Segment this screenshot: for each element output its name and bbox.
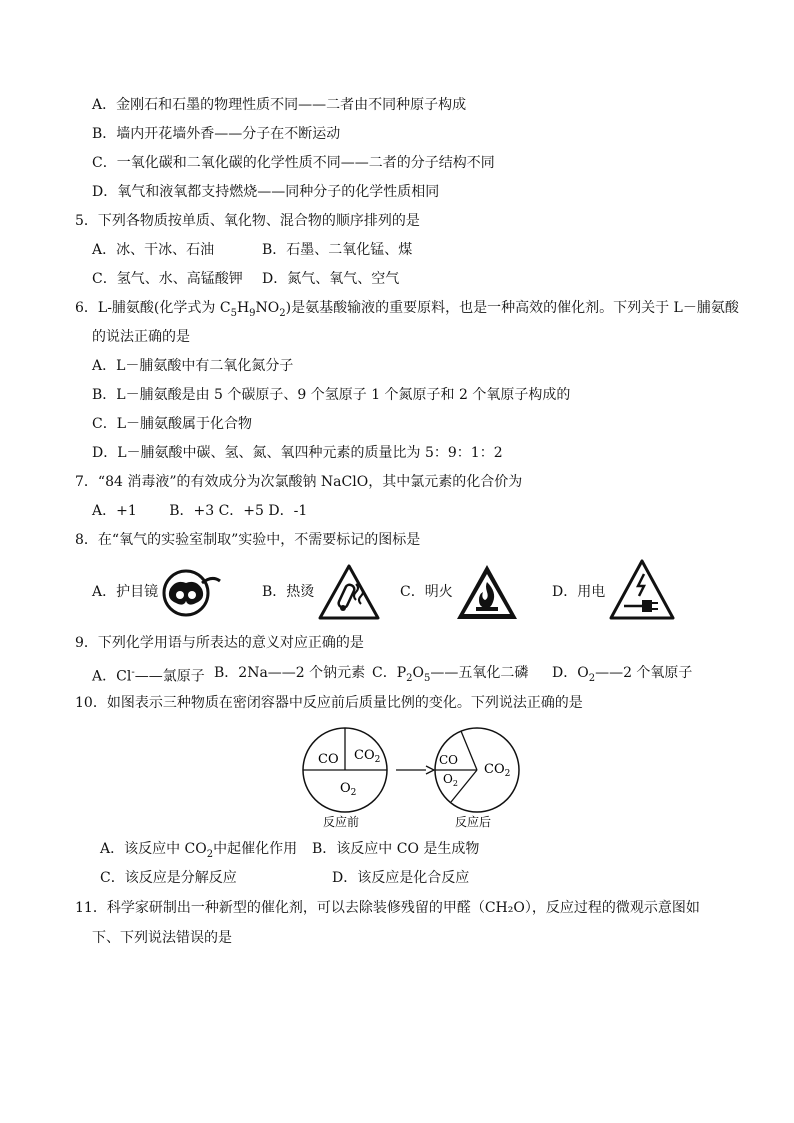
q10-option-b: B．该反应中 CO 是生成物 bbox=[312, 841, 480, 857]
q4-option-a: A．金刚石和石墨的物理性质不同——二者由不同种原子构成 bbox=[92, 97, 467, 113]
q9-option-d: D．$O_2——2$ 个氧原子 bbox=[552, 665, 693, 684]
q8-option-c-label: C．明火 bbox=[400, 584, 453, 600]
q8-stem: 8．在“氧气的实验室制取”实验中，不需要标记的图标是 bbox=[75, 532, 421, 548]
q9-option-b: B．2Na——2 个钠元素 bbox=[214, 665, 366, 681]
open-flame-icon bbox=[454, 562, 520, 622]
q4-option-b: B．墙内开花墙外香——分子在不断运动 bbox=[92, 126, 341, 142]
q11-stem-line2: 下、下列说法错误的是 bbox=[92, 930, 232, 946]
q10-option-d: D．该反应是化合反应 bbox=[332, 870, 470, 886]
before-caption: 反应前 bbox=[323, 815, 360, 829]
reaction-pie-diagram bbox=[298, 722, 528, 834]
after-o2-label: $O_2$ bbox=[443, 772, 458, 788]
q6-stem-line1: 6．L-脯氨酸(化学式为 $C_5H_9NO_2$)是氨基酸输液的重要原料，也是一种高效的催化剂。下列关于 L－脯氨酸 bbox=[75, 300, 739, 319]
before-co-label: CO bbox=[318, 752, 339, 767]
before-o2-label: $O_2$ bbox=[340, 781, 357, 798]
q9-option-c: C．$P_2O_5——$五氧化二磷 bbox=[372, 665, 529, 684]
q8-option-a-label: A．护目镜 bbox=[92, 584, 159, 600]
q9-stem: 9．下列化学用语与所表达的意义对应正确的是 bbox=[75, 635, 364, 651]
q8-option-b-label: B．热烫 bbox=[262, 584, 315, 600]
q7-stem: 7．“84 消毒液”的有效成分为次氯酸钠 NaClO，其中氯元素的化合价为 bbox=[75, 474, 523, 490]
q4-option-d: D．氧气和液氧都支持燃烧——同种分子的化学性质相同 bbox=[92, 184, 440, 200]
q10-option-a: A．该反应中 $CO_2$中起催化作用 bbox=[100, 841, 298, 860]
q6-option-a: A．L－脯氨酸中有二氧化氮分子 bbox=[92, 358, 294, 374]
q9-option-a: A．Cl-——氯原子 bbox=[92, 667, 205, 685]
q11-stem-line1: 11．科学家研制出一种新型的催化剂，可以去除装修残留的甲醛（CH₂O），反应过程的微观示意图如 bbox=[75, 900, 700, 916]
q4-option-c: C．一氧化碳和二氧化碳的化学性质不同——二者的分子结构不同 bbox=[92, 155, 495, 171]
q5-option-d: D．氮气、氧气、空气 bbox=[262, 271, 400, 287]
q6-option-c: C．L－脯氨酸属于化合物 bbox=[92, 416, 253, 432]
after-co2-label: $CO_2$ bbox=[484, 762, 511, 779]
q8-option-d-label: D．用电 bbox=[552, 584, 606, 600]
after-caption: 反应后 bbox=[455, 815, 492, 829]
goggles-icon bbox=[160, 565, 224, 621]
q5-option-b: B．石墨、二氧化锰、煤 bbox=[262, 242, 413, 258]
q7-options: A．+1 B．+3 C．+5 D．-1 bbox=[92, 503, 308, 519]
q10-stem: 10．如图表示三种物质在密闭容器中反应前后质量比例的变化。下列说法正确的是 bbox=[75, 695, 583, 711]
q6-option-d: D．L－脯氨酸中碳、氢、氮、氧四种元素的质量比为 5：9：1：2 bbox=[92, 445, 503, 461]
q5-option-a: A．冰、干冰、石油 bbox=[92, 242, 215, 258]
q10-option-c: C．该反应是分解反应 bbox=[100, 870, 237, 886]
q6-stem-line2: 的说法正确的是 bbox=[92, 329, 190, 345]
hot-surface-icon bbox=[316, 562, 382, 622]
q6-option-b: B．L－脯氨酸是由 5 个碳原子、9 个氢原子 1 个氮原子和 2 个氧原子构成的 bbox=[92, 387, 571, 403]
q5-stem: 5．下列各物质按单质、氧化物、混合物的顺序排列的是 bbox=[75, 213, 420, 229]
electricity-icon bbox=[608, 558, 676, 622]
q5-option-c: C．氢气、水、高锰酸钾 bbox=[92, 271, 243, 287]
after-co-label: CO bbox=[439, 753, 459, 767]
before-co2-label: $CO_2$ bbox=[354, 748, 381, 765]
